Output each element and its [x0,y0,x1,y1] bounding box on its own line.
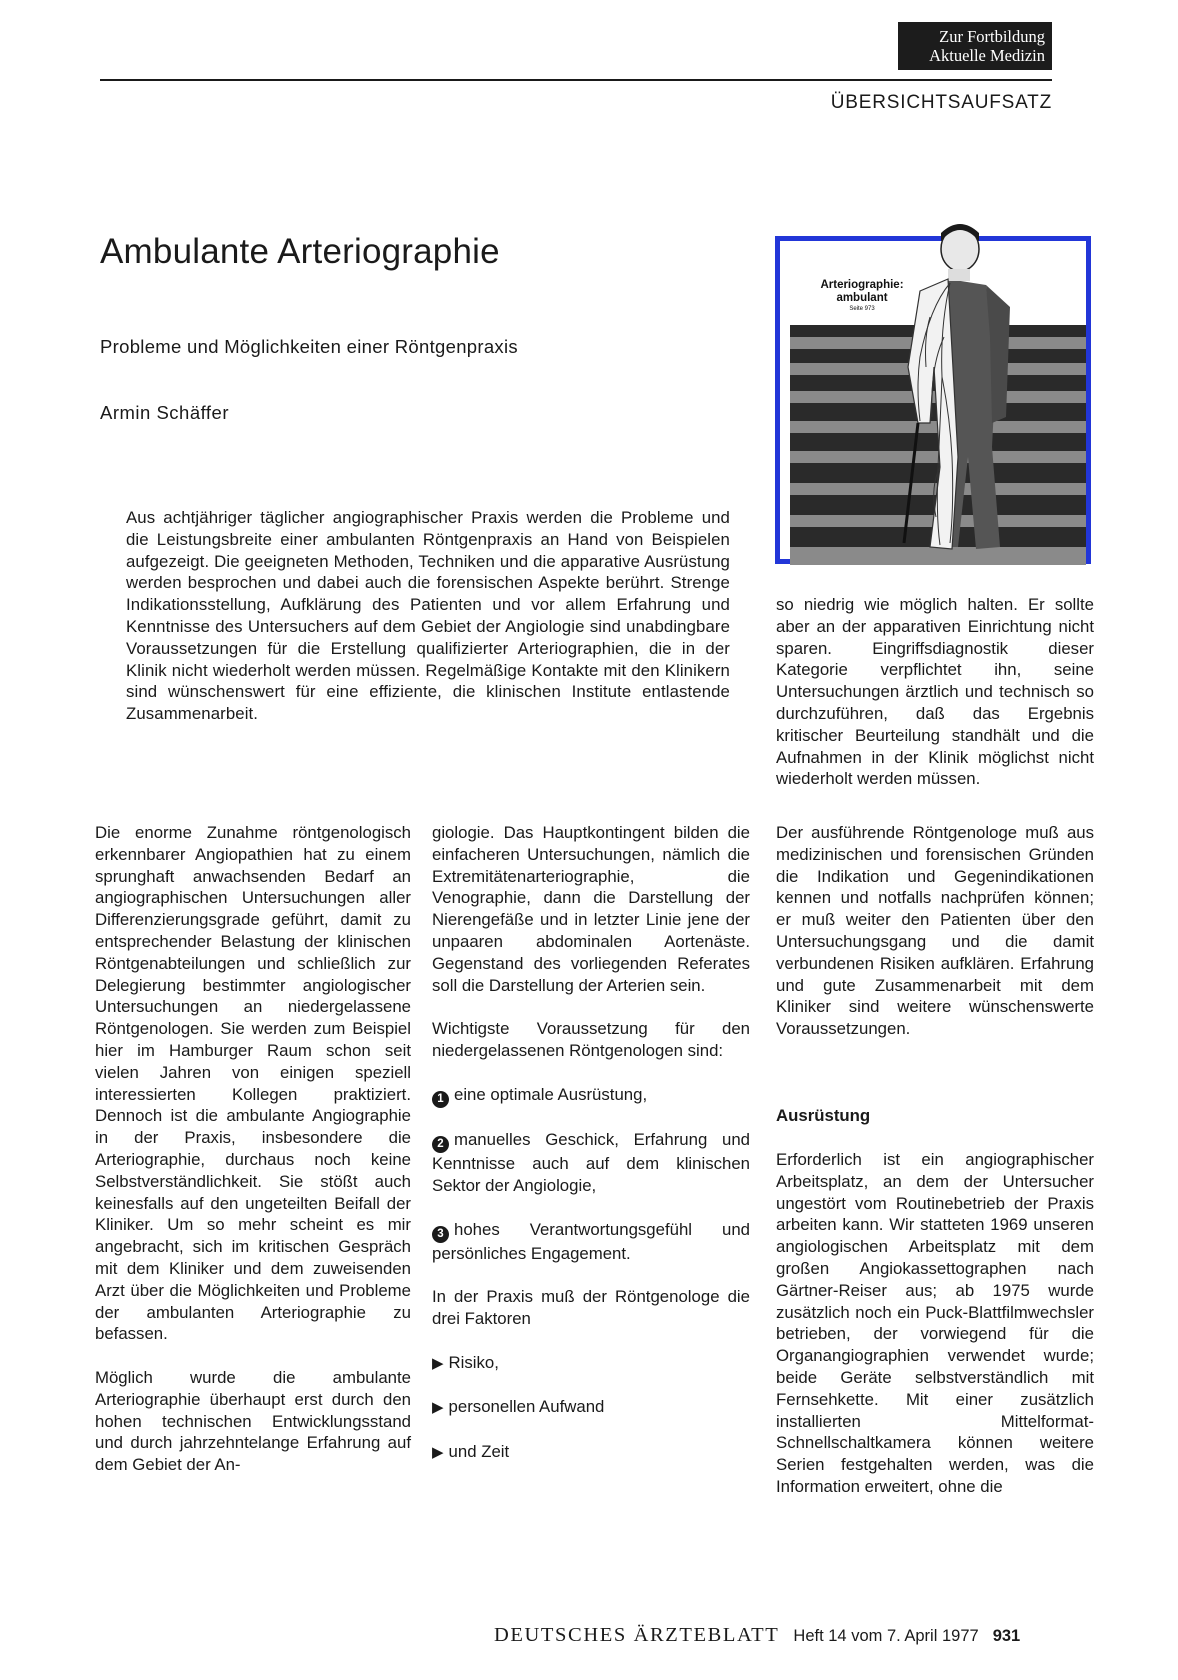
badge-line-2: Aktuelle Medizin [929,46,1045,65]
issue-info: Heft 14 vom 7. April 1977 [793,1627,979,1645]
triangle-bullet-icon: ▶ [432,1354,444,1372]
bullet-item-text: und Zeit [448,1441,510,1461]
article-subtitle: Probleme und Möglichkeiten einer Röntgenpraxis [100,336,518,357]
cover-caption-line-2: ambulant [836,292,888,304]
paragraph: Erforderlich ist ein angiographischer Arbeitsplatz, an dem der Untersucher ungestört vom Routinebetrieb der Praxis arbeiten kann. Wir statteten 1969 unseren angiologischen Arbeitsplatz mit dem großen Angiokassettographen nach Gärtner-Reiser aus; ab 1975 wurde zusätzlich noch ein Puck-Blattfilmwechsler betrieben, der vorwiegend für die Organangiographien verwendet wurde; beide Geräte selbstverständlich mit Fernsehkette. Mit einer zusätzlich installierten Mittelformat-Schnellschaltkamera können weitere Serien festgehalten werden, was die Information erweitert, ohne die [776,1149,1094,1496]
paragraph: In der Praxis muß der Röntgenologe die drei Faktoren [432,1287,750,1329]
cover-image [780,217,1096,577]
paragraph: Möglich wurde die ambulante Arteriographie überhaupt erst durch den hohen technischen Entwicklungsstand und durch jahrzehntelange Erfahrung auf dem Gebiet der An- [95,1367,411,1475]
bullet-item [432,1352,750,1375]
column-3 [776,822,1094,1520]
section-heading: Ausrüstung [776,1106,871,1126]
numbered-item-text: eine optimale Ausrüstung, [454,1084,648,1104]
triangle-bullet-icon: ▶ [432,1443,444,1461]
paragraph: Wichtigste Voraussetzung für den niedergelassenen Röntgenologen sind: [432,1019,750,1060]
column-3-top [776,594,1094,812]
bullet-item [432,1441,750,1464]
bullet-item-text: personellen Aufwand [448,1397,605,1417]
cover-caption-line-1: Arteriographie: [820,279,904,291]
numbered-item [432,1219,750,1265]
column-2 [432,822,750,1486]
bullet-item [432,1396,750,1419]
section-badge [898,22,1052,70]
numbered-item-text: hohes Verantwortungsgefühl und persönliches Engagement. [432,1219,750,1263]
paragraph: Die enorme Zunahme röntgenologisch erkennbarer Angiopathien hat zu einem sprunghaft anwachsenden Bedarf an angiographischen Untersuchungen aller Differenzierungsgrade geführt, damit zu entsprechender Belastung der klinischen Röntgenabteilungen und schließlich zur Delegierung bestimmter angiologischer Untersuchungen an niedergelassene Röntgenologen. Sie werden zum Beispiel hier im Hamburger Raum schon seit vielen Jahren von einigen speziell interessierten Kollegen praktiziert. Dennoch ist die ambulante Angiographie in der Praxis, insbesondere die Arteriographie, durchaus noch keine Selbstverständlichkeit. Sie stößt auch keinesfalls auf den ungeteilten Beifall der Kliniker. Um so mehr scheint es mir angebracht, sich im kritischen Gespräch mit dem Kliniker und dem zuweisenden Arzt über die Möglichkeiten und Probleme der ambulanten Arteriographie zu befassen. [95,823,411,1344]
triangle-bullet-icon: ▶ [432,1399,444,1417]
paragraph: Der ausführende Röntgenologe muß aus medizinischen und forensischen Gründen die Indikation und Gegenindikationen kennen und notfalls nachprüfen können; er muß weiter den Patienten über den Untersuchungsgang und die damit verbundenen Risiken aufklären. Erfahrung und gute Zusammenarbeit mit dem Kliniker sind weitere wünschenswerte Voraussetzungen. [776,823,1094,1039]
column-1 [95,822,411,1498]
section-label: ÜBERSICHTSAUFSATZ [830,92,1052,113]
bullet-item-text: Risiko, [448,1352,499,1372]
number-2-icon: 2 [432,1136,449,1153]
page-number: 931 [992,1627,1021,1645]
cover-illustration [775,236,1091,564]
paragraph: so niedrig wie möglich halten. Er sollte aber an der apparativen Einrichtung nicht sparen. Eingriffsdiagnostik dieser Kategorie verpflichtet ihn, seine Untersuchungen ärztlich und technisch so durchzuführen, daß das Ergebnis kritischer Beurteilung standhält und die Aufnahmen in der Klinik möglichst nicht wiederholt werden müssen. [776,595,1094,789]
journal-name: DEUTSCHES ÄRZTEBLATT [494,1624,780,1646]
abstract: Aus achtjähriger täglicher angiographischer Praxis werden die Probleme und die Leistungsbreite einer ambulanten Röntgenpraxis an Hand von Beispielen aufgezeigt. Die geeigneten Methoden, Techniken und die apparative Ausrüstung werden besprochen und dabei auch die forensischen Aspekte berührt. Strenge Indikationsstellung, Aufklärung des Patienten und vor allem Erfahrung und Kenntnisse des Untersuchers auf dem Gebiet der Angiologie sind unabdingbare Voraussetzungen für die Erstellung qualifizierter Arteriographien, die in der Klinik nicht wiederholt werden müssen. Regelmäßige Kontakte mit den Klinikern sind wünschenswert für eine effiziente, die klinischen Institute entlastende Zusammenarbeit. [126,508,730,724]
page-footer [494,1624,1020,1647]
badge-line-1: Zur Fortbildung [939,27,1045,46]
numbered-item [432,1084,750,1108]
cover-caption [812,279,912,314]
numbered-item-text: manuelles Geschick, Erfahrung und Kenntnisse auch auf dem klinischen Sektor der Angiologie, [432,1130,750,1196]
number-1-icon: 1 [432,1091,449,1108]
header-rule [100,79,1052,81]
numbered-item [432,1129,750,1197]
number-3-icon: 3 [432,1226,449,1243]
cover-page-reference: Seite 973 [849,306,875,312]
article-title: Ambulante Arteriographie [100,232,500,271]
article-author: Armin Schäffer [100,402,230,423]
paragraph: giologie. Das Hauptkontingent bilden die einfacheren Untersuchungen, nämlich die Extremitätenarteriographie, die Venographie, dann die Darstellung der Nierengefäße und in letzter Linie jene der unpaaren abdominalen Aortenäste. Gegenstand des vorliegenden Referates soll die Darstellung der Arterien sein. [432,823,750,995]
